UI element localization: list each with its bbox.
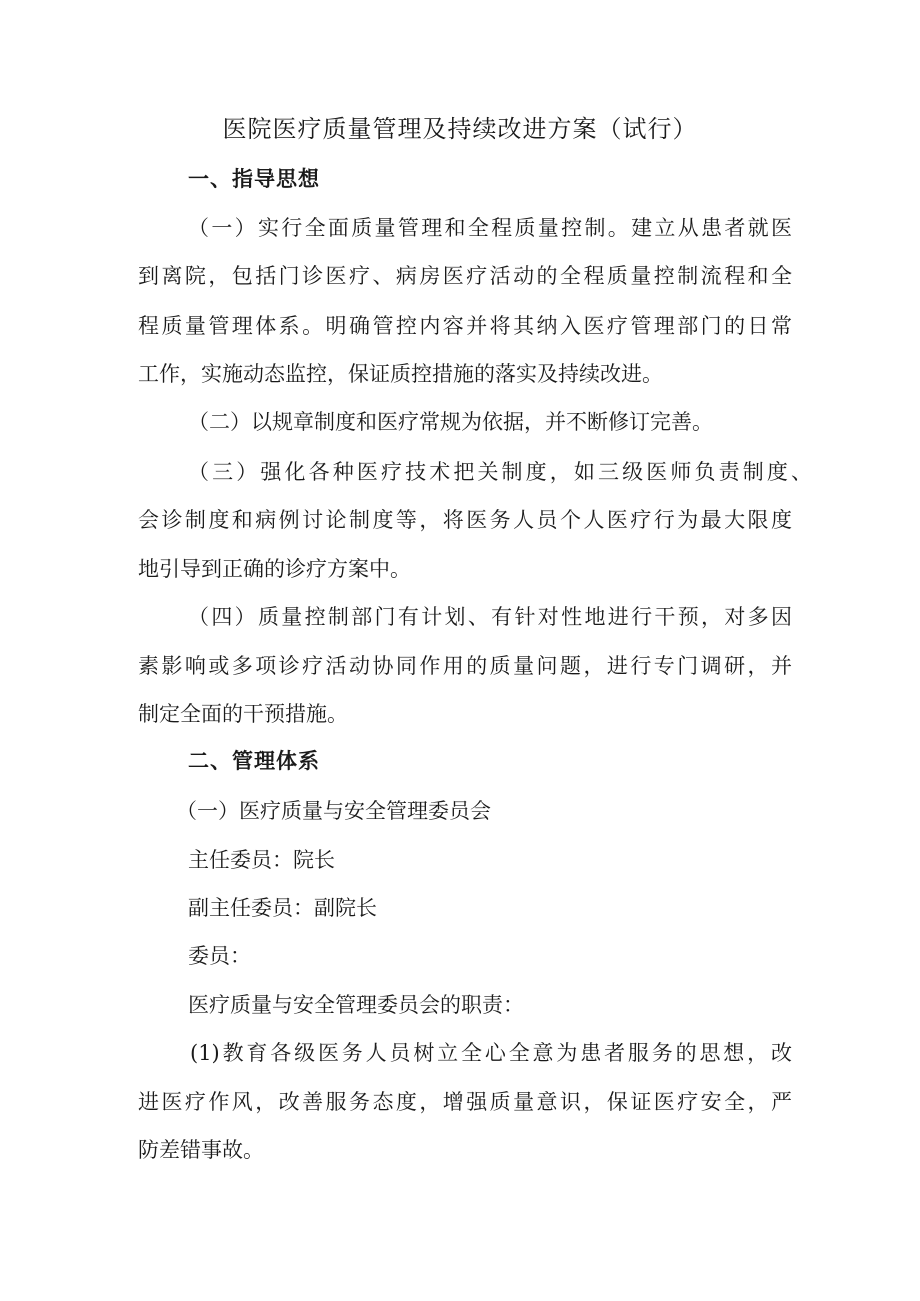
paragraph-3-line-1: （三）强化各种医疗技术把关制度，如三级医师负责制度、	[188, 460, 812, 484]
section-heading-guiding-ideology: 一、指导思想	[188, 167, 320, 191]
committee-vice-director: 副主任委员：副院长	[188, 896, 377, 920]
section-heading-management-system: 二、管理体系	[188, 749, 320, 773]
paragraph-1-line-1: （一）实行全面质量管理和全程质量控制。建立从患者就医	[188, 216, 792, 240]
paragraph-1-line-3: 程质量管理体系。明确管控内容并将其纳入医疗管理部门的日常	[138, 314, 792, 338]
paragraph-1-line-4: 工作，实施动态监控，保证质控措施的落实及持续改进。	[138, 362, 663, 386]
committee-members: 委员：	[188, 944, 251, 968]
document-title: 医院医疗质量管理及持续改进方案（试行）	[222, 115, 698, 143]
duty-1-line-1: (1)教育各级医务人员树立全心全意为患者服务的思想，改	[190, 1041, 792, 1065]
paragraph-2-line-1: （二）以规章制度和医疗常规为依据，并不断修订完善。	[188, 410, 713, 434]
paragraph-4-line-1: （四）质量控制部门有计划、有针对性地进行干预，对多因	[188, 605, 792, 629]
duty-1-line-2: 进医疗作风，改善服务态度，增强质量意识，保证医疗安全，严	[138, 1090, 792, 1114]
paragraph-3-line-2: 会诊制度和病例讨论制度等，将医务人员个人医疗行为最大限度	[138, 508, 792, 532]
paragraph-1-line-2: 到离院，包括门诊医疗、病房医疗活动的全程质量控制流程和全	[138, 264, 792, 288]
committee-director: 主任委员：院长	[188, 848, 335, 872]
paragraph-3-line-3: 地引导到正确的诊疗方案中。	[138, 557, 411, 581]
paragraph-4-line-3: 制定全面的干预措施。	[138, 702, 348, 726]
duty-1-line-3: 防差错事故。	[138, 1138, 264, 1162]
committee-duties-title: 医疗质量与安全管理委员会的职责：	[188, 993, 524, 1017]
subsection-committee: （一）医疗质量与安全管理委员会	[176, 799, 491, 823]
paragraph-4-line-2: 素影响或多项诊疗活动协同作用的质量问题，进行专门调研，并	[138, 654, 792, 678]
